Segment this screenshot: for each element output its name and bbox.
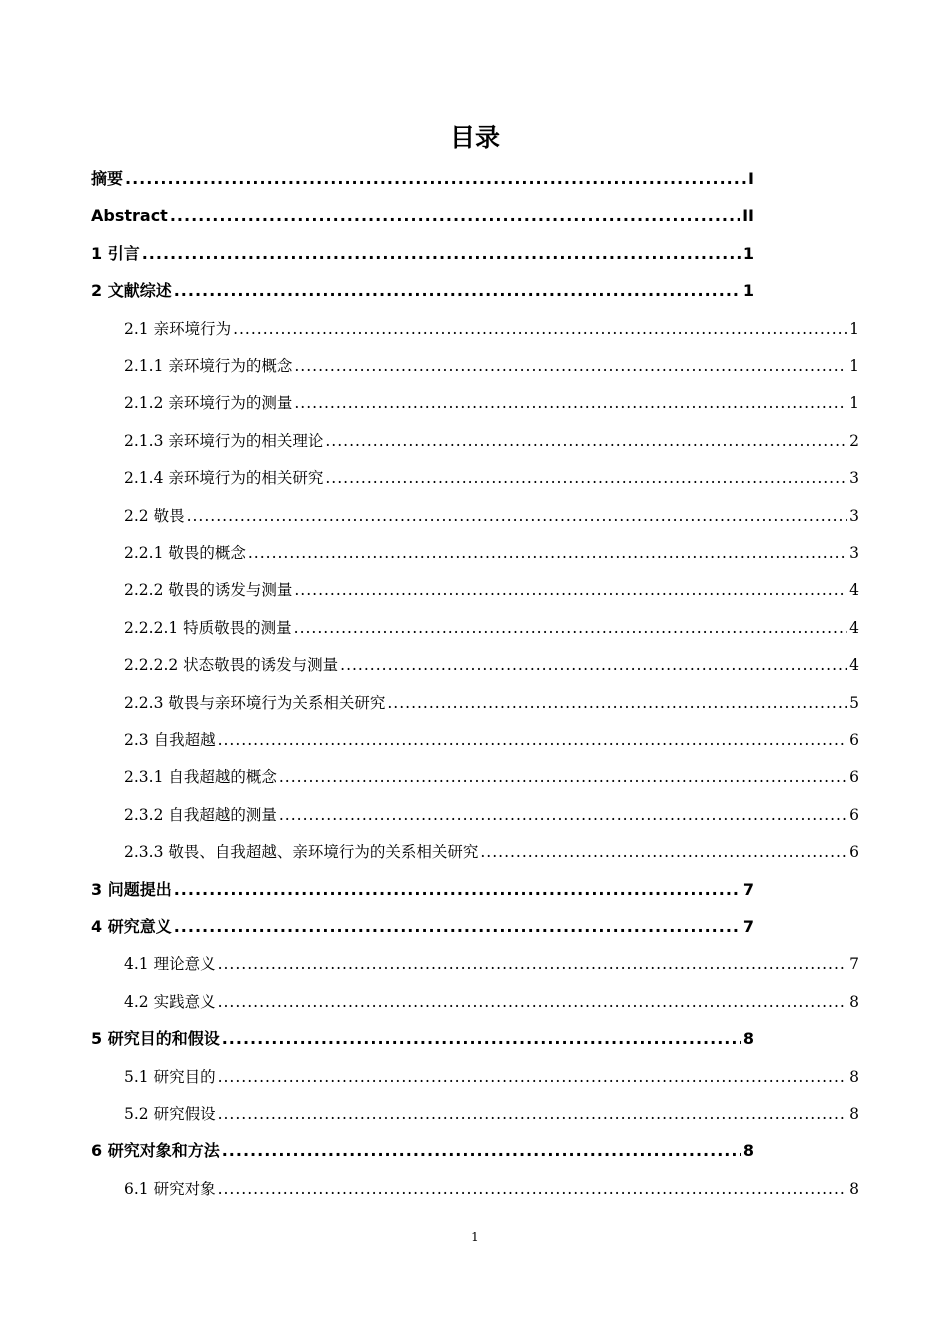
toc-entry-label: Abstract [91,206,168,226]
toc-leader-dots [170,203,740,229]
toc-entry-label: 4.2 实践意义 [124,992,216,1011]
toc-entry[interactable] [124,615,859,641]
toc-entry-label: 5.1 研究目的 [124,1067,216,1086]
page-title: 目录 [449,123,500,152]
toc-entry-page: 5 [849,693,859,712]
toc-leader-dots [218,989,848,1015]
toc-entry-label: 2.3.1 自我超越的概念 [124,768,277,787]
toc-entry-page: 4 [849,581,859,600]
toc-leader-dots [125,166,746,192]
toc-entry-label: 2.2.2.1 特质敬畏的测量 [124,618,292,637]
toc-leader-dots [279,802,847,828]
toc-entry[interactable] [124,1064,859,1090]
toc-entry[interactable] [124,465,859,491]
toc-leader-dots [233,316,847,342]
toc-leader-dots [174,278,741,304]
toc-entry-page: 6 [849,768,859,787]
toc-entry-label: 2.1.4 亲环境行为的相关研究 [124,469,324,488]
toc-entry-label: 2.3.3 敬畏、自我超越、亲环境行为的关系相关研究 [124,843,479,862]
toc-entry-page: II [742,206,754,226]
toc-entry[interactable] [124,989,859,1015]
toc-entry-label: 2.2.2.2 状态敬畏的诱发与测量 [124,656,339,675]
toc-entry-page: 7 [742,917,754,936]
toc-entry-page: 8 [742,1029,754,1049]
toc-entry[interactable] [124,839,859,865]
toc-entry-page: 6 [849,731,859,749]
toc-entry[interactable] [91,1138,754,1164]
toc-leader-dots [294,390,847,416]
toc-entry-page: 1 [742,243,754,263]
toc-entry[interactable] [124,540,859,566]
toc-entry-label: 2.2.2 敬畏的诱发与测量 [124,581,293,600]
toc-entry-page: 8 [849,1067,859,1086]
toc-entry[interactable] [124,802,859,828]
toc-entry-label: 2.2 敬畏 [124,506,185,525]
toc-entry[interactable] [124,652,859,678]
toc-leader-dots [218,1176,848,1202]
toc-entry-page: 1 [849,357,859,375]
toc-leader-dots [218,1064,848,1090]
toc-entry-page: 1 [742,281,754,301]
toc-entry-page: 6 [849,843,859,862]
toc-entry-label: 1 引言 [91,243,140,263]
toc-leader-dots [218,951,848,977]
toc-entry-page: 2 [849,431,859,450]
toc-entry[interactable] [124,390,859,416]
toc-entry-label: 2.1.1 亲环境行为的概念 [124,357,293,375]
toc-entry-page: 1 [849,319,859,338]
toc-entry-page: 8 [742,1141,754,1161]
toc-entry[interactable] [91,1026,754,1052]
toc-entry-label: 2.2.1 敬畏的概念 [124,544,246,562]
toc-entry-page: 4 [849,618,859,637]
toc-entry[interactable] [91,203,754,229]
toc-entry-page: 7 [849,955,859,974]
page-number: 1 [471,1230,479,1244]
toc-entry[interactable] [91,241,754,267]
toc-entry-page: 7 [742,879,754,899]
toc-entry[interactable] [124,577,859,603]
toc-entry[interactable] [124,690,859,716]
toc-leader-dots [142,241,741,267]
toc-entry-page: 3 [849,544,859,562]
toc-leader-dots [174,877,741,903]
toc-entry-label: 2.1 亲环境行为 [124,319,232,338]
toc-leader-dots [187,503,848,529]
toc-leader-dots [218,1101,848,1127]
toc-entry-label: 4.1 理论意义 [124,955,216,974]
toc-entry-page: I [748,169,754,188]
toc-entry-page: 4 [849,656,859,675]
toc-entry-label: 2.2.3 敬畏与亲环境行为关系相关研究 [124,693,386,712]
toc-entry-label: 6.1 研究对象 [124,1179,216,1198]
toc-leader-dots [294,353,847,379]
toc-entry-page: 3 [849,469,859,488]
toc-entry-label: 4 研究意义 [91,917,172,936]
toc-entry-label: 摘要 [91,169,124,188]
toc-entry[interactable] [124,316,859,342]
toc-entry[interactable] [124,353,859,379]
toc-entry-label: 2 文献综述 [91,281,172,301]
toc-entry[interactable] [124,951,859,977]
toc-leader-dots [174,914,741,940]
toc-entry-label: 2.1.3 亲环境行为的相关理论 [124,431,324,450]
toc-leader-dots [294,615,847,641]
toc-entry-label: 3 问题提出 [91,879,172,899]
toc-entry-page: 6 [849,805,859,824]
toc-entry-page: 1 [849,394,859,413]
toc-leader-dots [480,839,847,865]
toc-entry-label: 5.2 研究假设 [124,1105,216,1123]
toc-entry[interactable] [124,1101,859,1127]
toc-entry[interactable] [91,914,754,940]
toc-leader-dots [279,764,847,790]
toc-leader-dots [248,540,847,566]
toc-leader-dots [294,577,847,603]
toc-entry[interactable] [124,428,859,454]
toc-entry[interactable] [124,727,859,753]
toc-entry[interactable] [124,1176,859,1202]
toc-entry[interactable] [124,764,859,790]
toc-entry[interactable] [124,503,859,529]
toc-leader-dots [340,652,847,678]
toc-leader-dots [222,1138,741,1164]
toc-entry-label: 2.1.2 亲环境行为的测量 [124,394,293,413]
toc-entry-label: 6 研究对象和方法 [91,1141,220,1161]
toc-entry-page: 3 [849,506,859,525]
toc-entry-label: 2.3 自我超越 [124,731,216,749]
toc-entry-page: 8 [849,992,859,1011]
toc-leader-dots [325,465,847,491]
toc-entry[interactable] [91,278,754,304]
toc-leader-dots [222,1026,741,1052]
toc-entry-label: 2.3.2 自我超越的测量 [124,805,277,824]
toc-leader-dots [387,690,847,716]
toc-entry-page: 8 [849,1179,859,1198]
toc-entry[interactable] [91,166,754,192]
toc-leader-dots [325,428,847,454]
toc-entry-page: 8 [849,1105,859,1123]
toc-entry-label: 5 研究目的和假设 [91,1029,220,1049]
toc-leader-dots [218,727,848,753]
toc-entry[interactable] [91,877,754,903]
